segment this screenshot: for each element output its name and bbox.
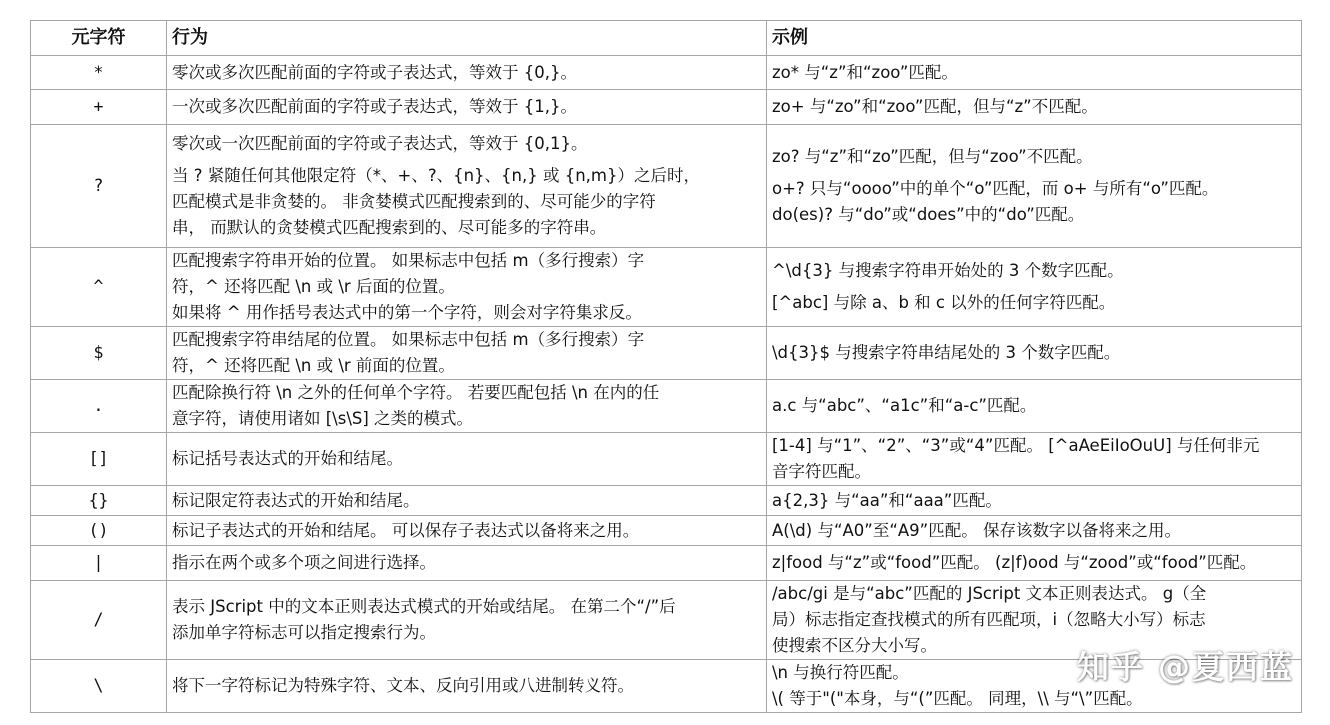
example-cell (767, 660, 1302, 713)
behavior-text: 将下一字符标记为特殊字符、文本、反向引用或八进制转义符。 (172, 676, 634, 695)
metachar-cell: * (31, 56, 167, 90)
behavior-text: 符，^ 还将匹配 \n 或 \r 前面的位置。 (172, 356, 455, 375)
behavior-cell (167, 516, 767, 546)
example-cell (767, 433, 1302, 486)
behavior-text: 符，^ 还将匹配 \n 或 \r 后面的位置。 (172, 277, 455, 296)
metachar-cell: | (31, 546, 167, 581)
header-example: 示例 (767, 21, 1302, 56)
behavior-text: 标记限定符表达式的开始和结尾。 (172, 490, 420, 510)
table-row (31, 327, 1302, 380)
example-cell (767, 248, 1302, 327)
behavior-cell (167, 546, 767, 581)
table-row (31, 581, 1302, 660)
metachar-cell: / (31, 581, 167, 660)
example-text: z|food 与“z”或“food”匹配。 (z|f)ood 与“zood”或“food”匹配。 (772, 553, 1257, 572)
behavior-cell (167, 125, 767, 248)
example-text: 音字符匹配。 (772, 462, 871, 481)
metachar-cell: + (31, 90, 167, 125)
behavior-cell (167, 380, 767, 433)
metachar-cell: $ (31, 327, 167, 380)
behavior-cell (167, 248, 767, 327)
behavior-text: 添加单字符标志可以指定搜索行为。 (172, 623, 436, 642)
behavior-text: 当 ? 紧随任何其他限定符（*、+、?、{n}、{n,} 或 {n,m}）之后时， (172, 166, 700, 185)
example-cell (767, 90, 1302, 125)
behavior-text: 表示 JScript 中的文本正则表达式模式的开始或结尾。 在第二个“/”后 (172, 597, 676, 616)
metachar-cell: {} (31, 486, 167, 516)
behavior-text: 意字符，请使用诸如 [\s\S] 之类的模式。 (172, 409, 474, 428)
table-row (31, 486, 1302, 516)
table-row (31, 660, 1302, 713)
metachar-cell: ? (31, 125, 167, 248)
example-text: A(\d) 与“A0”至“A9”匹配。 保存该数字以备将来之用。 (772, 520, 1181, 540)
metachar-cell: \ (31, 660, 167, 713)
example-text: \d{3}$ 与搜索字符串结尾处的 3 个数字匹配。 (772, 343, 1121, 362)
metachar-cell: ^ (31, 248, 167, 327)
example-text: 局）标志指定查找模式的所有匹配项，i（忽略大小写）标志 (772, 610, 1206, 629)
table-row (31, 380, 1302, 433)
behavior-text: 匹配除换行符 \n 之外的任何单个字符。 若要匹配包括 \n 在内的任 (172, 383, 660, 402)
behavior-text: 标记子表达式的开始和结尾。 可以保存子表达式以备将来之用。 (172, 520, 640, 540)
table-row (31, 90, 1302, 125)
example-text: zo+ 与“zo”和“zoo”匹配，但与“z”不匹配。 (772, 97, 1098, 116)
example-text: do(es)? 与“do”或“does”中的“do”匹配。 (772, 205, 1085, 224)
behavior-cell (167, 660, 767, 713)
behavior-cell (167, 90, 767, 125)
behavior-cell (167, 486, 767, 516)
metachar-cell: [] (31, 433, 167, 486)
header-metachar: 元字符 (31, 21, 167, 56)
example-cell (767, 327, 1302, 380)
example-cell (767, 581, 1302, 660)
behavior-text: 一次或多次匹配前面的字符或子表达式，等效于 {1,}。 (172, 97, 577, 116)
example-text: 使搜索不区分大小写。 (772, 636, 937, 655)
table-header-row (31, 21, 1302, 56)
behavior-cell (167, 433, 767, 486)
behavior-text: 匹配模式是非贪婪的。 非贪婪模式匹配搜索到的、尽可能少的字符 (172, 192, 656, 211)
example-cell (767, 380, 1302, 433)
table-row (31, 546, 1302, 581)
regex-metachar-table (30, 20, 1302, 713)
behavior-text: 零次或多次匹配前面的字符或子表达式，等效于 {0,}。 (172, 62, 577, 82)
behavior-cell (167, 56, 767, 90)
example-text: [1-4] 与“1”、“2”、“3”或“4”匹配。 [^aAeEiIoOuU] 与任何非元 (772, 436, 1260, 455)
example-text: /abc/gi 是与“abc”匹配的 JScript 文本正则表达式。 g（全 (772, 584, 1207, 603)
behavior-text: 串， 而默认的贪婪模式匹配搜索到的、尽可能多的字符串。 (172, 218, 607, 237)
example-text: a.c 与“abc”、“a1c”和“a-c”匹配。 (772, 396, 1037, 415)
example-text: zo? 与“z”和“zo”匹配，但与“zoo”不匹配。 (772, 147, 1093, 166)
header-behavior: 行为 (167, 21, 767, 56)
behavior-text: 标记括号表达式的开始和结尾。 (172, 449, 403, 468)
example-text: [^abc] 与除 a、b 和 c 以外的任何字符匹配。 (772, 293, 1116, 312)
behavior-cell (167, 581, 767, 660)
table-row (31, 248, 1302, 327)
table-row (31, 433, 1302, 486)
behavior-text: 指示在两个或多个项之间进行选择。 (172, 553, 436, 572)
behavior-text: 零次或一次匹配前面的字符或子表达式，等效于 {0,1}。 (172, 134, 588, 153)
behavior-text: 如果将 ^ 用作括号表达式中的第一个字符，则会对字符集求反。 (172, 303, 642, 322)
example-text: \n 与换行符匹配。 (772, 663, 909, 682)
example-text: o+? 只与“oooo”中的单个“o”匹配，而 o+ 与所有“o”匹配。 (772, 179, 1219, 198)
table-row (31, 125, 1302, 248)
example-cell (767, 516, 1302, 546)
example-text: zo* 与“z”和“zoo”匹配。 (772, 62, 958, 82)
metachar-cell: () (31, 516, 167, 546)
example-cell (767, 56, 1302, 90)
example-cell (767, 125, 1302, 248)
example-text: \( 等于"("本身，与“(”匹配。 同理，\\ 与“\”匹配。 (772, 689, 1143, 708)
table-row (31, 516, 1302, 546)
watermark: 知乎 @夏西蓝 (1076, 648, 1294, 686)
behavior-text: 匹配搜索字符串开始的位置。 如果标志中包括 m（多行搜索）字 (172, 251, 645, 270)
behavior-text: 匹配搜索字符串结尾的位置。 如果标志中包括 m（多行搜索）字 (172, 330, 645, 349)
example-cell (767, 486, 1302, 516)
example-text: a{2,3} 与“aa”和“aaa”匹配。 (772, 490, 1002, 510)
behavior-cell (167, 327, 767, 380)
example-cell (767, 546, 1302, 581)
table-row (31, 56, 1302, 90)
example-text: ^\d{3} 与搜索字符串开始处的 3 个数字匹配。 (772, 261, 1124, 280)
metachar-cell: . (31, 380, 167, 433)
